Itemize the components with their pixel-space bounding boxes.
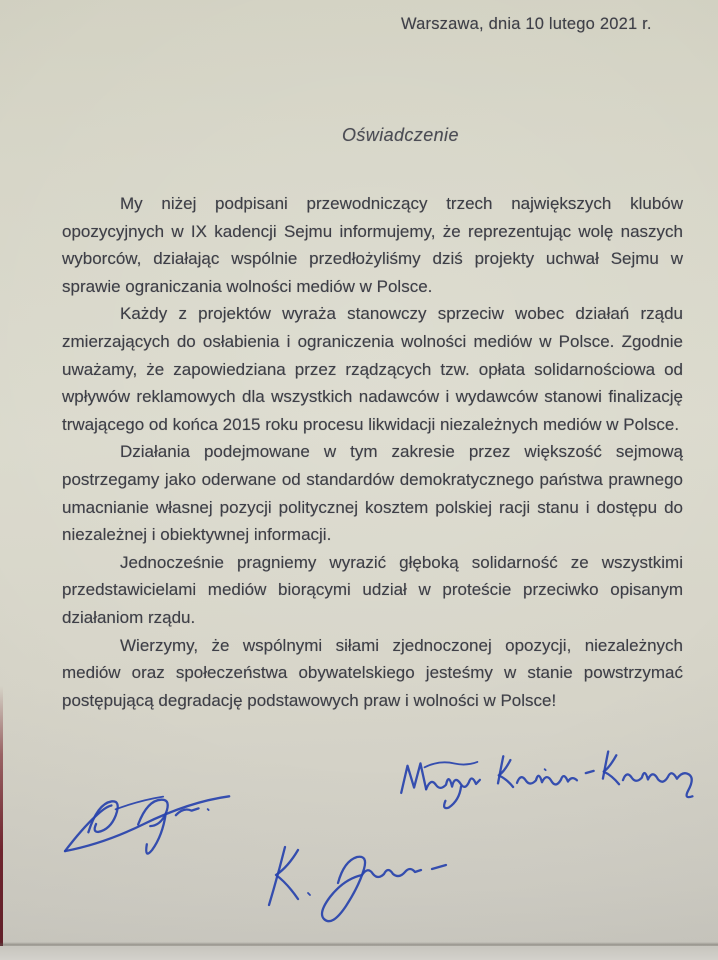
- paragraph: My niżej podpisani przewodniczący trzech największych klubów opozycyjnych w IX kadencji Sejmu informujemy, że reprezentując wolę naszych wyborców, działając wspólnie przedłożyliśmy dziś projekty uchwał Sejmu w sprawie ograniczania wolności mediów w Polsce.: [62, 194, 683, 296]
- background-edge-red: [0, 686, 3, 960]
- paragraph: Jednocześnie pragniemy wyrazić głęboką solidarność ze wszystkimi przedstawicielami mediów biorącymi udział w proteście przeciwko opisanym działaniom rządu.: [62, 552, 683, 627]
- signature-handwritten-icon: [57, 775, 250, 867]
- surface-below-paper: [0, 946, 718, 960]
- dateline: Warszawa, dnia 10 lutego 2021 r.: [401, 15, 652, 33]
- signature-handwritten-icon: [394, 740, 708, 826]
- paragraph: Każdy z projektów wyraża stanowczy sprzeciw wobec działań rządu zmierzających do osłabienia i ograniczenia wolności mediów w Polsce. Zgodnie uważamy, że zapowiedziana przez rządzących tzw. opłata solidarnościowa od wpływów reklamowych dla wszystkich nadawców i wydawców stanowi finalizację trwającego od końca 2015 roku procesu likwidacji niezależnych mediów w Polsce.: [62, 304, 683, 434]
- paragraph: Działania podejmowane w tym zakresie przez większość sejmową postrzegamy jako oderwane od standardów demokratycznego państwa prawnego umacnianie własnej pozycji politycznej kosztem polskiej racji stanu i dostępu do niezależnej i obiektywnej informacji.: [62, 442, 683, 545]
- paragraph: Wierzymy, że wspólnymi siłami zjednoczonej opozycji, niezależnych mediów oraz społeczeństwa obywatelskiego jesteśmy w stanie powstrzymać postępującą degradację podstawowych praw i wolności w Polsce!: [62, 635, 683, 710]
- signature-handwritten-icon: [260, 831, 475, 931]
- document-title: Oświadczenie: [342, 125, 459, 145]
- document-body: [62, 190, 683, 714]
